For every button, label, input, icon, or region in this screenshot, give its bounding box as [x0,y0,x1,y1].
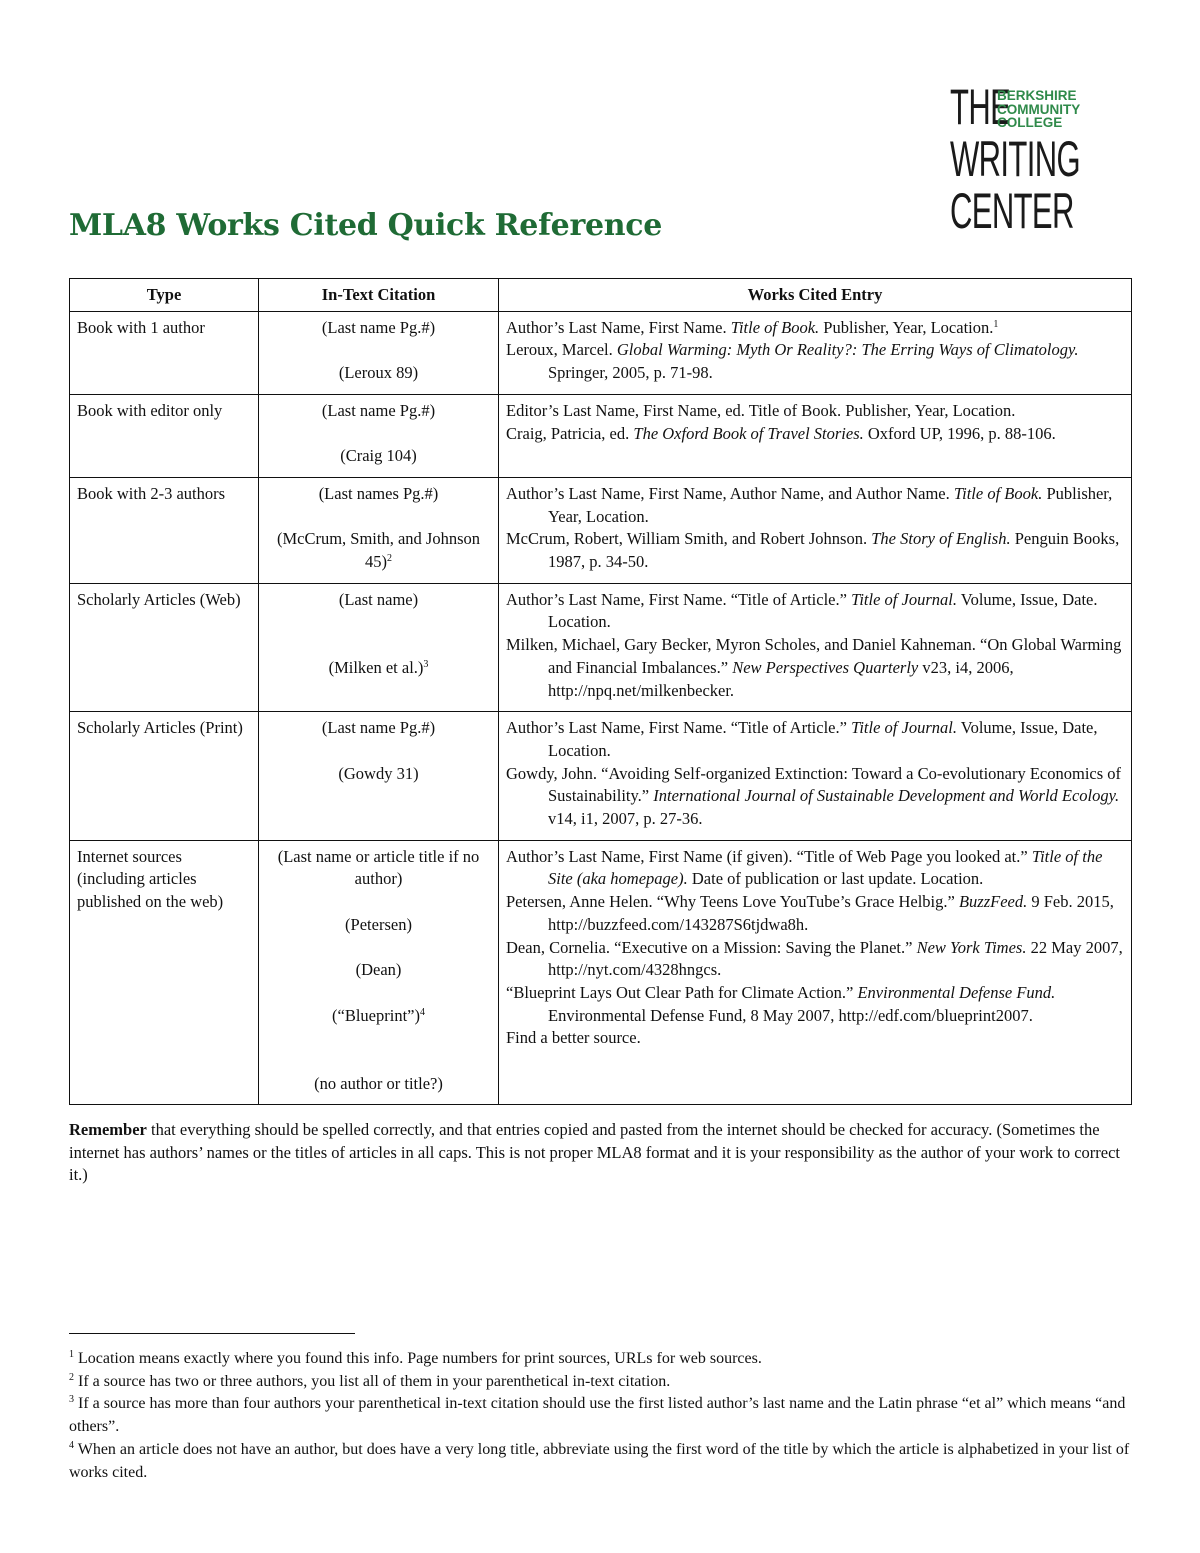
table-row [70,477,1132,583]
row-type: Book with editor only [70,394,259,477]
footnote: $^1$ Location means exactly where you found this info. Page numbers for print sources, URLs for web sources. [69,1349,762,1367]
footnotes [69,1348,1131,1484]
in-text-line: (Last names Pg.#) [318,483,439,503]
in-text-line: (Last name or article title if no author) [277,846,480,889]
table-row [70,311,1132,394]
in-text-line: (McCrum, Smith, and Johnson 45)$^2$ [276,529,481,571]
row-in-text [259,394,499,477]
row-entries [499,311,1132,394]
works-cited-entry: Editor’s Last Name, First Name, ed. Title of Book. Publisher, Year, Location. [506,400,1016,420]
in-text-line: (Last name) [338,589,419,609]
row-in-text [259,712,499,841]
reference-table [69,278,1132,1105]
logo-the: THE [950,79,1011,135]
in-text-line: (Last name Pg.#) [321,718,436,738]
works-cited-entry: Author’s Last Name, First Name. “Title of Article.” Title of Journal. Volume, Issue, Date. Location. [506,589,1098,632]
footnote: $^2$ If a source has two or three authors, you list all of them in your parenthetical in-text citation. [69,1371,671,1390]
footnote-ref: 4 [419,1006,425,1018]
table-row [70,583,1132,712]
row-in-text [259,840,499,1105]
remember-text: that everything should be spelled correctly, and that entries copied and pasted from the internet should be checked for accuracy. (Sometimes the internet has authors’ names or the titles of articles in all caps. This is not proper MLA8 format and it is your responsibility as the author of your work to correct it.) [69,1120,1121,1185]
logo-college-line-1: BERKSHIRE [997,88,1077,103]
works-cited-entry: Find a better source. [506,1028,641,1048]
remember-note [69,1119,1131,1187]
in-text-line: (Leroux 89) [338,363,419,383]
logo-college-line-2: COMMUNITY [997,101,1081,117]
in-text-line: (“Blueprint”)$^4$ [332,1005,425,1025]
header-type: Type [70,279,259,312]
footnote-ref: 3 [423,658,429,670]
in-text-line: (Dean) [355,960,402,980]
row-entries [499,712,1132,841]
row-type: Internet sources (including articles published on the web) [70,840,259,1105]
row-type: Book with 2-3 authors [70,477,259,583]
works-cited-entry: Author’s Last Name, First Name (if given). “Title of Web Page you looked at.” Title of the Site (aka homepage). Date of publication or last update. Location. [506,846,1103,889]
logo-writing: WRITING [950,131,1080,187]
works-cited-entry: Petersen, Anne Helen. “Why Teens Love YouTube’s Grace Helbig.” BuzzFeed. 9 Feb. 2015, http://buzzfeed.com/143287S6tjdwa8h. [506,892,1114,934]
row-entries [499,583,1132,712]
footnote-ref: 2 [387,553,392,564]
works-cited-entry: McCrum, Robert, William Smith, and Robert Johnson. The Story of English. Penguin Books, 1987, p. 34-50. [506,529,1120,572]
row-in-text [259,311,499,394]
row-entries [499,840,1132,1105]
row-type: Book with 1 author [70,311,259,394]
table-row [70,712,1132,841]
row-in-text [259,583,499,712]
in-text-line: (Petersen) [345,914,412,934]
row-entries [499,394,1132,477]
page-title: MLA8 Works Cited Quick Reference [69,208,663,243]
header-works-cited-entry: Works Cited Entry [499,279,1132,312]
works-cited-entry: Craig, Patricia, ed. The Oxford Book of Travel Stories. Oxford UP, 1996, p. 88-106. [506,423,1056,443]
remember-label: Remember [69,1120,147,1139]
works-cited-entry: Author’s Last Name, First Name. “Title of Article.” Title of Journal. Volume, Issue, Date, Location. [506,718,1098,760]
row-in-text [259,477,499,583]
footnote-divider [69,1333,355,1334]
row-type: Scholarly Articles (Web) [70,583,259,712]
footnote: $^3$ If a source has more than four authors your parenthetical in-text citation should use the first listed author’s last name and the Latin phrase “et al” which means “and others”. [69,1394,1126,1436]
works-cited-entry: Author’s Last Name, First Name. Title of Book. Publisher, Year, Location.$^1$ [506,317,999,337]
row-entries [499,477,1132,583]
works-cited-entry: Dean, Cornelia. “Executive on a Mission: Saving the Planet.” New York Times. 22 May 2007, http://nyt.com/4328hngcs. [506,937,1123,980]
works-cited-entry: “Blueprint Lays Out Clear Path for Climate Action.” Environmental Defense Fund. Environmental Defense Fund, 8 May 2007, http://edf.com/blueprint2007. [506,982,1056,1025]
writing-center-logo [950,79,1100,242]
table-row [70,394,1132,477]
row-type: Scholarly Articles (Print) [70,712,259,841]
works-cited-entry: Author’s Last Name, First Name, Author Name, and Author Name. Title of Book. Publisher, Year, Location. [506,483,1113,526]
table-header-row [70,279,1132,312]
logo-center: CENTER [950,183,1074,239]
in-text-line: (no author or title?) [314,1073,443,1093]
works-cited-entry: Leroux, Marcel. Global Warming: Myth Or Reality?: The Erring Ways of Climatology. Springer, 2005, p. 71-98. [506,340,1079,383]
in-text-line: (Milken et al.)$^3$ [328,657,429,677]
footnote: $^4$ When an article does not have an author, but does have a very long title, abbreviate using the first word of the title by which the article is alphabetized in your list of works cited. [69,1439,1130,1481]
footnote-ref: 1 [993,318,999,330]
header-in-text-citation: In-Text Citation [259,279,499,312]
works-cited-entry: Milken, Michael, Gary Becker, Myron Scholes, and Daniel Kahneman. “On Global Warming and Financial Imbalances.” New Perspectives Quarterly v23, i4, 2006, http://npq.net/milkenbecker. [506,635,1122,700]
logo-college-name [997,89,1080,130]
in-text-line: (Last name Pg.#) [321,317,436,337]
table-row [70,840,1132,1105]
in-text-line: (Gowdy 31) [338,763,419,783]
in-text-line: (Craig 104) [340,446,417,466]
works-cited-entry: Gowdy, John. “Avoiding Self-organized Extinction: Toward a Co-evolutionary Economics of Sustainability.” International Journal of Sustainable Development and World Ecology. v14, i1, 2007, p. 27-36. [506,763,1122,829]
logo-college-line-3: COLLEGE [997,115,1063,130]
in-text-line: (Last name Pg.#) [321,400,436,420]
